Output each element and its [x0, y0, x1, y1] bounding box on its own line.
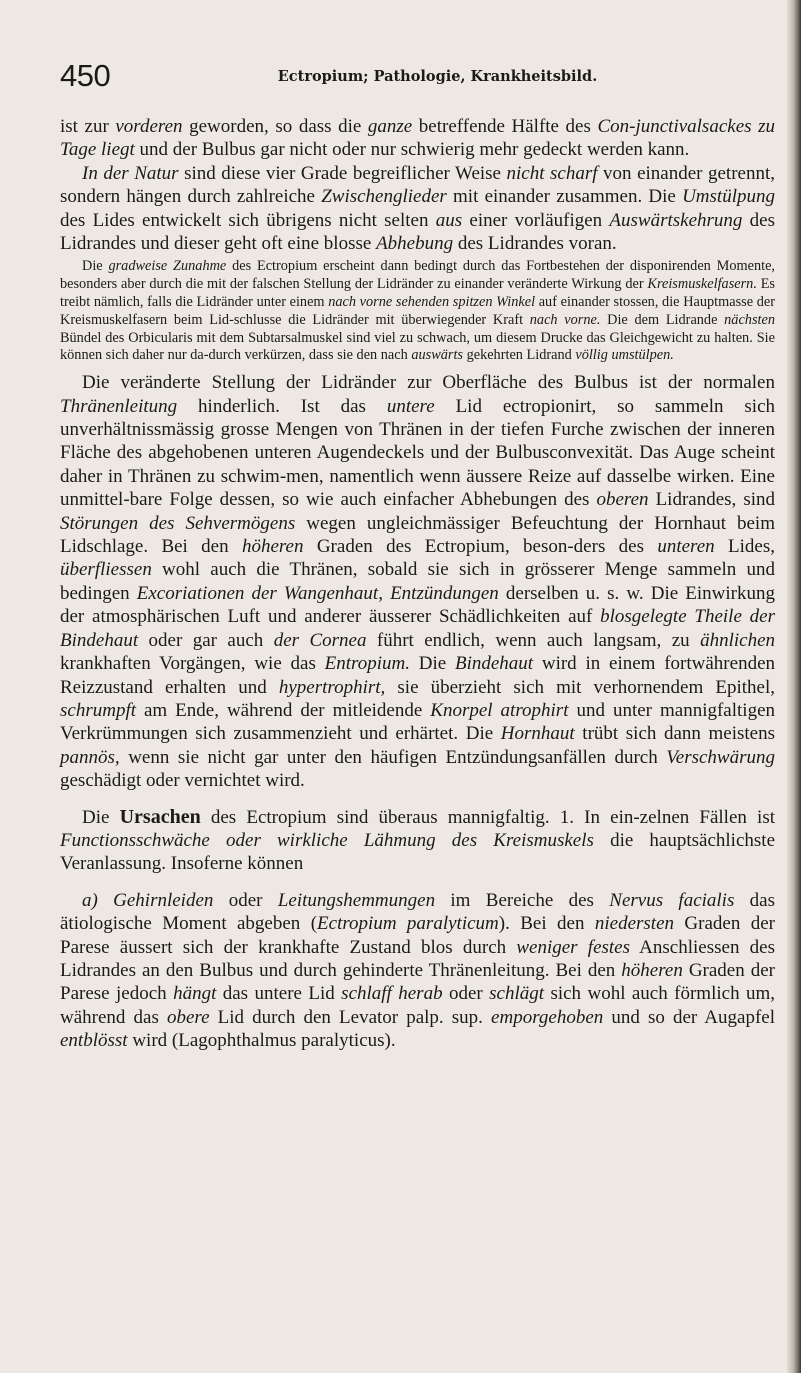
emphasis-text: Ectropium paralyticum	[317, 913, 499, 935]
emphasis-text: hypertrophirt,	[278, 676, 386, 698]
emphasis-text: In der Natur	[82, 162, 179, 184]
text-run: und der Bulbus gar nicht oder nur schwierig mehr gedeckt werden kann.	[134, 139, 690, 161]
emphasis-text: höheren	[241, 536, 304, 558]
emphasis-text: Leitungshemmungen	[277, 889, 436, 911]
text-run: und unter mannigfaltigen Verkrümmungen sich zusammenzieht und erhärtet. Die	[60, 699, 776, 745]
book-spine-shadow	[787, 0, 801, 1373]
text-run: des Ectropium erscheint dann bedingt durch das Fortbestehen der disponirenden Momente, besonders aber durch die mit der falschen Stellung der Lidränder zu einander veränderte Wirkung der	[60, 258, 776, 293]
emphasis-text: Auswärtskehrung	[609, 209, 743, 231]
emphasis-text: Functionsschwäche oder wirkliche Lähmung des Kreismuskels	[60, 829, 594, 851]
text-run: Graden der Parese äussert sich der krankhafte Zustand blos durch	[60, 913, 775, 958]
text-run: im Bereiche des	[435, 889, 610, 911]
text-run: des Lides entwickelt sich übrigens nicht selten	[60, 209, 436, 231]
text-run: sind diese vier Grade begreiflicher Weise	[178, 162, 507, 184]
body-paragraph	[60, 806, 775, 876]
page-body	[60, 115, 775, 1053]
emphasis-text: entblösst	[60, 1030, 128, 1052]
page-header	[60, 58, 775, 98]
text-run: und so der Augapfel	[603, 1006, 775, 1028]
emphasis-text: völlig umstülpen.	[575, 347, 674, 364]
emphasis-text: Störungen des Sehvermögens	[60, 512, 296, 534]
text-run: ist zur	[60, 116, 116, 137]
emphasis-text: schlaff herab	[341, 983, 443, 1005]
text-run: hinderlich. Ist das	[177, 395, 387, 417]
emphasis-text: schrumpft	[60, 699, 136, 721]
small-print-paragraph	[60, 258, 775, 365]
text-run: führt endlich, wenn auch langsam, zu	[366, 629, 701, 651]
text-run: Lides,	[714, 536, 775, 558]
text-run: oder	[442, 983, 490, 1005]
running-title: Ectropium; Pathologie, Krankheitsbild.	[277, 68, 598, 85]
emphasis-text: Hornhaut	[500, 723, 575, 745]
emphasis-text: Kreismuskelfasern.	[647, 276, 757, 293]
emphasis-text: pannös,	[60, 746, 120, 768]
emphasis-text: nach vorne sehenden spitzen Winkel	[328, 294, 536, 311]
text-run: Die veränderte Stellung der Lidränder zur Oberfläche des Bulbus ist der normalen	[82, 372, 775, 394]
text-run: geworden, so dass die	[182, 116, 368, 137]
emphasis-text: emporgehoben	[491, 1006, 604, 1028]
emphasis-text: Excoriationen der Wangenhaut, Entzündungen	[136, 582, 499, 604]
emphasis-text: Nervus facialis	[609, 889, 735, 911]
bold-heading-text: Ursachen	[119, 805, 201, 828]
text-run: von einander getrennt, sondern hängen durch zahlreiche	[60, 162, 775, 208]
emphasis-text: Con-junctivalsackes zu Tage liegt	[60, 116, 775, 161]
text-run: wenn sie nicht gar unter den häufigen Entzündungsanfällen durch	[119, 746, 667, 768]
text-run: des Lidrandes und dieser geht oft eine blosse	[60, 209, 775, 255]
text-run: einer vorläufigen	[462, 209, 610, 231]
emphasis-text: auswärts	[411, 347, 463, 364]
text-run: die hauptsächlichste Veranlassung. Insoferne können	[60, 829, 775, 875]
text-run: oder gar auch	[138, 629, 274, 651]
emphasis-text: a) Gehirnleiden	[82, 889, 214, 911]
text-run: Lid durch den Levator palp. sup.	[209, 1006, 492, 1028]
text-run: Graden der Parese jedoch	[60, 959, 775, 1005]
emphasis-text: Verschwärung	[666, 746, 775, 768]
emphasis-text: untere	[386, 395, 435, 417]
text-run: auf einander stossen, die Hauptmasse der Kreismuskelfasern beim Lid-schlusse die Lidränder mit überwiegender Kraft	[60, 294, 775, 328]
text-run: Graden des Ectropium, beson-ders des	[303, 536, 658, 558]
text-run: am Ende, während der mitleidende	[136, 699, 431, 721]
text-run: sie überzieht sich mit verhornendem Epithel,	[385, 676, 776, 698]
emphasis-text: Thränenleitung	[60, 395, 178, 417]
text-run: trübt sich dann meistens	[574, 723, 776, 745]
page-number: 450	[60, 58, 111, 93]
text-run: ). Bei den	[498, 913, 595, 935]
text-run: des Ectropium sind überaus mannigfaltig. 1. In ein-zelnen Fällen ist	[200, 806, 776, 828]
emphasis-text: Knorpel atrophirt	[430, 699, 569, 721]
emphasis-text: hängt	[173, 983, 217, 1005]
text-run: Anschliessen des Lidrandes an den Bulbus und durch gehinderte Thränenleitung. Bei den	[60, 936, 775, 981]
emphasis-text: Zwischenglieder	[321, 186, 447, 208]
text-run: Die dem Lidrande	[600, 311, 725, 328]
text-run: betreffende Hälfte des	[412, 116, 598, 137]
emphasis-text: der Cornea	[273, 629, 367, 651]
body-paragraph	[60, 371, 775, 792]
text-run: das untere Lid	[216, 983, 342, 1005]
text-run: sich wohl auch förmlich um, während das	[60, 983, 776, 1028]
text-run: wegen ungleichmässiger Befeuchtung der Hornhaut beim Lidschlage. Bei den	[60, 512, 775, 558]
emphasis-text: Bindehaut	[454, 653, 534, 675]
emphasis-text: ganze	[367, 116, 413, 137]
text-run: Bündel des Orbicularis mit dem Subtarsalmuskel sind viel zu schwach, um diesem Drucke das Gleichgewicht zu halten. Sie können sich daher nur da-durch verkürzen, dass sie den nach	[60, 329, 775, 364]
emphasis-text: aus	[435, 209, 463, 231]
emphasis-text: blosgelegte Theile der Bindehaut	[60, 606, 775, 651]
emphasis-text: Entropium.	[324, 653, 410, 675]
emphasis-text: nicht scharf	[506, 162, 598, 184]
emphasis-text: vorderen	[115, 116, 183, 137]
text-run: Lid ectropionirt, so sammeln sich unverhältnissmässig grosse Mengen von Thränen in der tiefen Furche zwischen der inneren Fläche des abgehobenen unteren Augendeckels und der Bulbusconvexität. Das Auge scheint daher in Thränen zu schwim-men, namentlich wenn äussere Reize auf dasselbe wirken. Eine unmittel-bare Folge dessen, so wie auch einfacher Abhebungen des	[60, 395, 775, 511]
text-run: das ätiologische Moment abgeben (	[60, 889, 776, 935]
emphasis-text: Abhebung	[376, 233, 454, 255]
text-run: Lidrandes, sind	[648, 489, 775, 511]
emphasis-text: Umstülpung	[682, 186, 775, 208]
body-paragraph	[60, 115, 775, 162]
body-paragraph	[60, 162, 775, 256]
emphasis-text: nächsten	[724, 311, 775, 328]
emphasis-text: schlägt	[489, 983, 545, 1005]
text-run: wird (Lagophthalmus paralyticus).	[127, 1030, 396, 1052]
text-run: wird in einem fortwährenden Reizzustand erhalten und	[60, 653, 776, 698]
text-run: derselben u. s. w. Die Einwirkung der atmosphärischen Luft und anderer äusserer Schädlichkeiten auf	[60, 582, 775, 628]
emphasis-text: gradweise Zunahme	[108, 258, 227, 275]
text-run: Die	[82, 806, 120, 828]
text-run: krankhaften Vorgängen, wie das	[60, 653, 325, 675]
text-run: Die	[82, 258, 109, 275]
emphasis-text: weniger festes	[516, 936, 631, 958]
emphasis-text: überfliessen	[60, 559, 152, 581]
text-run: gekehrten Lidrand	[463, 347, 576, 364]
emphasis-text: niedersten	[594, 913, 675, 935]
body-paragraph	[60, 889, 775, 1053]
text-run: des Lidrandes voran.	[453, 233, 617, 255]
text-run: Es treibt nämlich, falls die Lidränder unter einem	[60, 276, 775, 311]
emphasis-text: nach vorne.	[529, 311, 601, 328]
emphasis-text: obere	[166, 1006, 210, 1028]
emphasis-text: oberen	[596, 489, 649, 511]
emphasis-text: höheren	[621, 959, 683, 981]
emphasis-text: ähnlichen	[700, 629, 776, 651]
text-run: Die	[409, 653, 455, 675]
text-run: mit einander zusammen. Die	[446, 186, 683, 208]
text-run: geschädigt oder vernichtet wird.	[60, 770, 305, 792]
text-run: wohl auch die Thränen, sobald sie sich in grösserer Menge sammeln und bedingen	[60, 559, 775, 604]
emphasis-text: unteren	[657, 536, 715, 558]
text-run: oder	[213, 889, 278, 911]
